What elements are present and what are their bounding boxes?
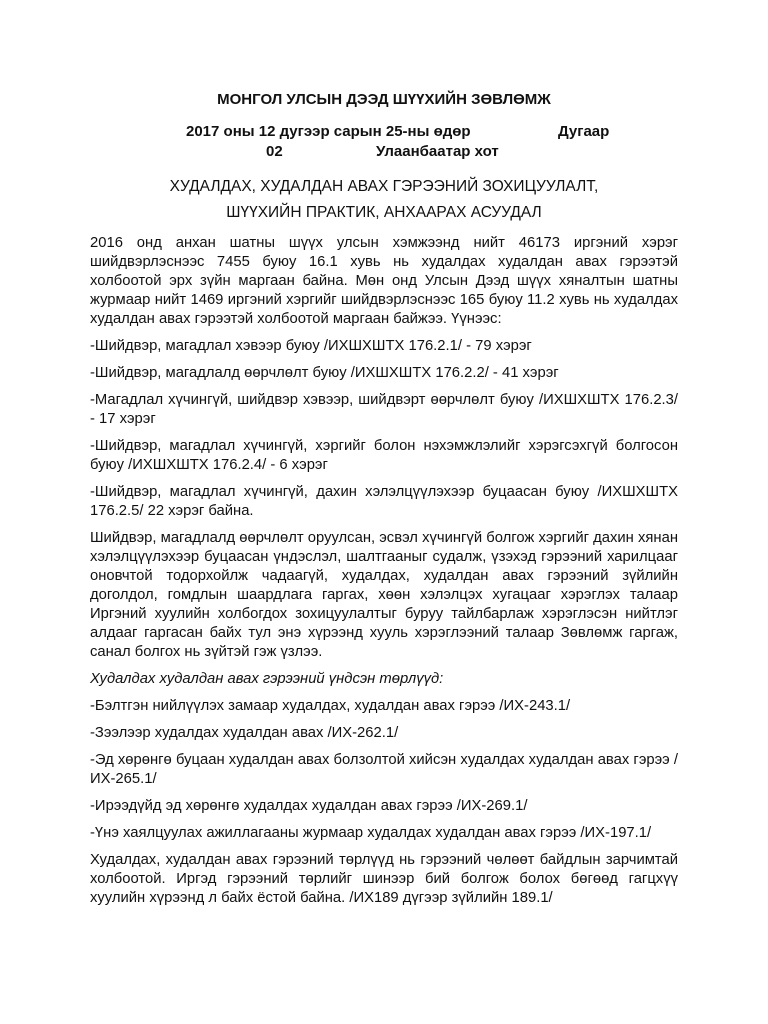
- document-city: Улаанбаатар хот: [376, 143, 499, 160]
- list-item-contract-type: -Үнэ хаялцуулах ажиллагааны журмаар худалдах худалдан авах гэрээ /ИХ-197.1/: [90, 825, 652, 841]
- paragraph-conclusion: Худалдах, худалдан авах гэрээний төрлүүд нь гэрээний чөлөөт байдлын зарчимтай холбоотой. Иргэд гэрээний төрлийг шинээр бий болгож болох бөгөөд гагцхүү хуулийн хүрээнд л байх ёстой байна. /ИХ189 дүгээр зүйлийн 189.1/: [90, 852, 678, 906]
- document-number: 02: [266, 143, 283, 160]
- document-date: 2017 оны 12 дугээр сарын 25-ны өдөр: [186, 123, 471, 140]
- list-item-outcome: -Шийдвэр, магадлал хэвээр буюу /ИХШХШТХ 176.2.1/ - 79 хэрэг: [90, 338, 532, 354]
- list-item-outcome: -Шийдвэр, магадлал хүчингүй, дахин хэлэлцүүлэхээр буцаасан буюу /ИХШХШТХ 176.2.5/ 22 хэрэг байна.: [90, 484, 678, 519]
- list-item-outcome: -Шийдвэр, магадлалд өөрчлөлт буюу /ИХШХШТХ 176.2.2/ - 41 хэрэг: [90, 365, 559, 381]
- date-line: [90, 122, 678, 162]
- list-item-contract-type: -Ирээдүйд эд хөрөнгө худалдах худалдан авах гэрээ /ИХ-269.1/: [90, 798, 528, 814]
- list-item-contract-type: -Бэлтгэн нийлүүлэх замаар худалдах, худалдан авах гэрээ /ИХ-243.1/: [90, 698, 571, 714]
- section-subheading: Худалдах худалдан авах гэрээний үндсэн төрлүүд:: [90, 671, 444, 687]
- list-item-contract-type: -Эд хөрөнгө буцаан худалдан авах болзолтой хийсэн худалдах худалдан авах гэрээ /ИХ-265.1/: [90, 752, 678, 787]
- document-title-line-2: ШҮҮХИЙН ПРАКТИК, АНХААРАХ АСУУДАЛ: [226, 204, 542, 221]
- list-item-contract-type: -Зээлээр худалдах худалдан авах /ИХ-262.1/: [90, 725, 399, 741]
- list-item-outcome: -Магадлал хүчингүй, шийдвэр хэвээр, шийдвэрт өөрчлөлт буюу /ИХШХШТХ 176.2.3/ - 17 хэрэг: [90, 392, 678, 427]
- paragraph-statistics: 2016 онд анхан шатны шүүх улсын хэмжээнд нийт 46173 иргэний хэрэг шийдвэрлэснээс 7455 буюу 16.1 хувь нь худалдах худалдан авах гэрээтэй холбоотой эрх зүйн маргаан байна. Мөн онд Улсын Дээд шүүх хяналтын шатны журмаар нийт 1469 иргэний хэргийг шийдвэрлэснээс 165 буюу 11.2 хувь нь худалдах худалдан авах гэрээтэй холбоотой маргаан байжээ. Үүнээс:: [90, 235, 678, 327]
- document-heading: МОНГОЛ УЛСЫН ДЭЭД ШҮҮХИЙН ЗӨВЛӨМЖ: [217, 91, 551, 108]
- document-number-label: Дугаар: [558, 123, 610, 140]
- list-item-outcome: -Шийдвэр, магадлал хүчингүй, хэргийг болон нэхэмжлэлийг хэрэгсэхгүй болгосон буюу /ИХШХШТХ 176.2.4/ - 6 хэрэг: [90, 438, 678, 473]
- document-page: [90, 90, 678, 908]
- paragraph-analysis: Шийдвэр, магадлалд өөрчлөлт оруулсан, эсвэл хүчингүй болгож хэргийг дахин хянан хэлэлцүүлэхээр буцаасан үндэслэл, шалтгааныг судалж, үзэхэд гэрээний харилцааг оновчтой тодорхойлж чадаагүй, худалдах, худалдан авах гэрээний зүйлийн доголдол, гомдлын шаардлага гаргах, хөөн хэлэлцэх хугацааг хэрэглэх талаар Иргэний хуулийн холбогдох зохицуулалтыг буруу тайлбарлаж хэрэглэсэн нийтлэг алдааг гаргасан байх тул энэ хүрээнд хууль хэрэглээний талаар Зөвлөмж гаргаж, санал болгох нь зүйтэй гэж үзлээ.: [90, 530, 678, 660]
- document-title-line-1: ХУДАЛДАХ, ХУДАЛДАН АВАХ ГЭРЭЭНИЙ ЗОХИЦУУЛАЛТ,: [169, 178, 599, 195]
